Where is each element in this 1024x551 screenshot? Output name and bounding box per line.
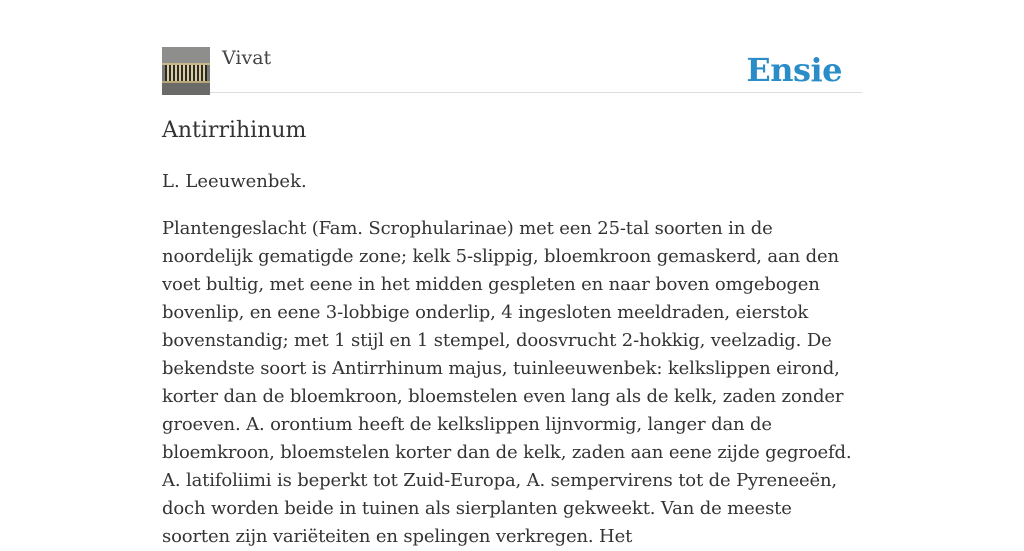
author-avatar[interactable] [162, 47, 210, 95]
bookshelf-avatar-icon [162, 47, 210, 95]
brand-logo[interactable]: Ensie [746, 51, 842, 89]
article-body: Plantengeslacht (Fam. Scrophularinae) met een 25-tal soorten in de noordelijk gematigde zone; kelk 5-slippig, bloemkroon gemaskerd, aan den voet bultig, met eene in het midden gespleten en naar boven omgebogen bovenlip, en eene 3-lobbige onderlip, 4 ingesloten meeldraden, eierstok bovenstandig; met 1 stijl en 1 stempel, doosvrucht 2-hokkig, veelzadig. De bekendste soort is Antirrhinum majus, tuinleeuwenbek: kelkslippen eirond, korter dan de bloemkroon, bloemstelen even lang als de kelk, zaden zonder groeven. A. orontium heeft de kelkslippen lijnvormig, langer dan de bloemkroon, bloemstelen korter dan de kelk, zaden aan eene zijde gegroefd. A. latifoliimi is beperkt tot Zuid-Europa, A. sempervirens tot de Pyreneeën, doch worden beide in tuinen als sierplanten gekweekt. Van de meeste soorten zijn variëteiten en spelingen verkregen. Het [162, 218, 852, 547]
author-name[interactable]: Vivat [222, 47, 272, 69]
article-title: Antirrihinum [162, 118, 307, 143]
header [162, 46, 862, 93]
article-abbreviation: L. Leeuwenbek. [162, 171, 307, 192]
